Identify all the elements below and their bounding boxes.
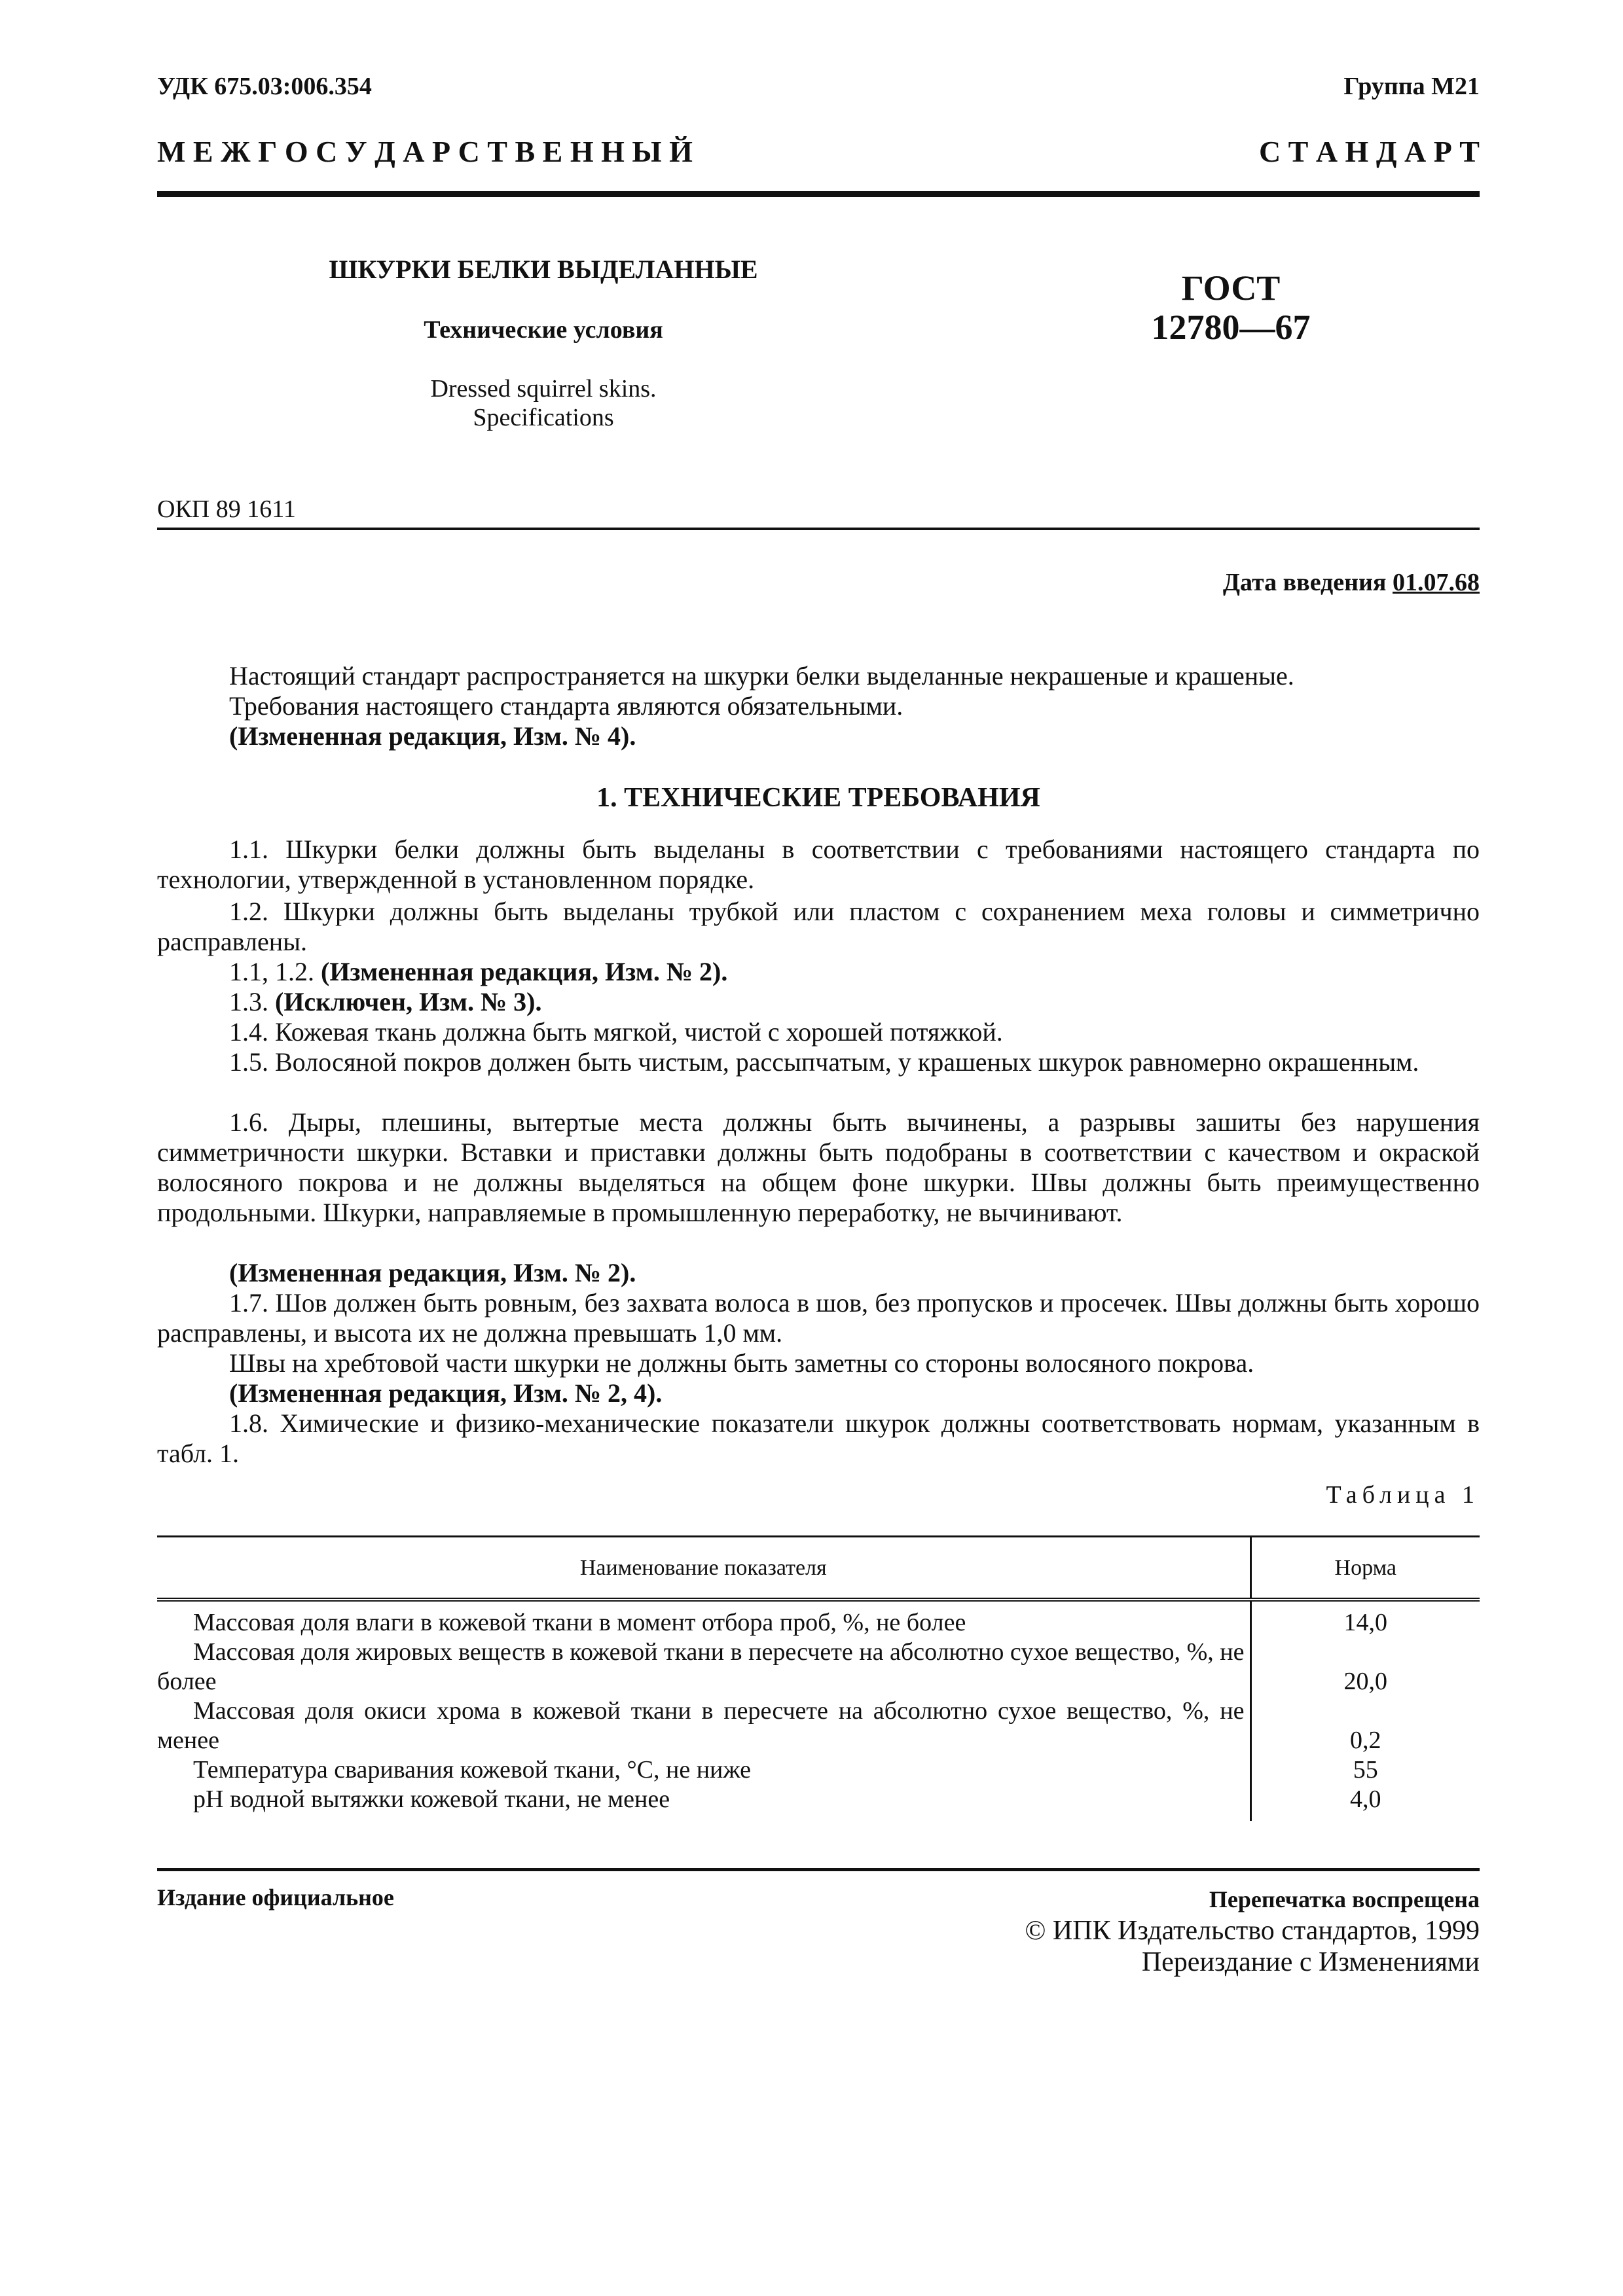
doc-subtitle: Технические условия — [424, 316, 663, 344]
intro-date-value: 01.07.68 — [1393, 569, 1480, 596]
clause-1-6: 1.6. Дыры, плешины, вытертые места должны быть вычинены, а разрывы зашиты без нарушения симметричности шкурки. Вставки и приставки должны быть подобраны в соответствии с качеством и окраской волосяного покрова и не должны выделяться на общем фоне шкурки. Швы должны быть преимущественно продольными. Шкурки, направляемые в промышленную переработку, не вычинивают. — [157, 1107, 1480, 1227]
table1-row-name: Массовая доля жировых веществ в кожевой ткани в пересчете на абсолютно сухое вещество, %, не более — [157, 1638, 1245, 1695]
table-row — [157, 1638, 1480, 1696]
table1-row-norm: 55 — [1353, 1756, 1378, 1784]
copyright: © ИПК Издательство стандартов, 1999 — [1025, 1916, 1480, 1946]
title-rule — [157, 528, 1480, 530]
udk-code: УДК 675.03:006.354 — [157, 73, 372, 100]
table-row — [157, 1696, 1480, 1755]
intro-line1: Настоящий стандарт распространяется на шкурки белки выделанные некрашеные и крашеные. — [229, 661, 1294, 691]
table1-row-name: Температура сваривания кожевой ткани, °С, не ниже — [193, 1756, 751, 1784]
english-title — [157, 374, 930, 432]
clause-1-6-amend: (Измененная редакция, Изм. № 2). — [229, 1258, 636, 1287]
clause-1-7: 1.7. Шов должен быть ровным, без захвата волоса в шов, без пропусков и просечек. Швы должны быть хорошо расправлены, и высота их не должна превышать 1,0 мм. — [157, 1288, 1480, 1348]
table1-caption: Таблица 1 — [1326, 1481, 1480, 1509]
english-title-line1: Dressed squirrel skins. — [430, 375, 657, 403]
intro-date-label: Дата введения — [1222, 569, 1387, 596]
intro-amend: (Измененная редакция, Изм. № 4). — [229, 721, 636, 751]
intro-date — [1223, 568, 1480, 597]
table1-row-name: Массовая доля окиси хрома в кожевой ткани в пересчете на абсолютно сухое вещество, %, не менее — [157, 1697, 1245, 1754]
table1-col-norm: Норма — [1250, 1537, 1480, 1600]
reissue-notice: Переиздание с Изменениями — [1141, 1947, 1480, 1977]
clause-1-1-1-2-amend — [157, 957, 1480, 987]
clause-1-1: 1.1. Шкурки белки должны быть выделаны в соответствии с требованиями настоящего стандарта по технологии, утвержденной в установленном порядке. — [157, 834, 1480, 894]
group-code: Группа М21 — [1343, 73, 1480, 100]
clause-1-3-prefix: 1.3. — [229, 987, 268, 1016]
banner-right: С Т А Н Д А Р Т — [1258, 135, 1480, 168]
banner-left: М Е Ж Г О С У Д А Р С Т В Е Н Н Ы Й — [157, 135, 693, 168]
english-title-line2: Specifications — [473, 404, 614, 431]
table-row — [157, 1600, 1480, 1638]
clause-1-7-amend: (Измененная редакция, Изм. № 2, 4). — [229, 1378, 663, 1408]
table1-row-name: Массовая доля влаги в кожевой ткани в момент отбора проб, %, не более — [193, 1609, 966, 1636]
gost-number: 12780—67 — [1151, 308, 1311, 347]
clause-1-7b: Швы на хребтовой части шкурки не должны быть заметны со стороны волосяного покрова. — [229, 1348, 1254, 1378]
table1 — [157, 1535, 1480, 1821]
table1-row-norm: 14,0 — [1343, 1609, 1387, 1636]
table1-row-name: pH водной вытяжки кожевой ткани, не менее — [193, 1785, 670, 1813]
reprint-notice: Перепечатка воспрещена — [1209, 1886, 1480, 1912]
clause-1-5: 1.5. Волосяной покров должен быть чистым, рассыпчатым, у крашеных шкурок равномерно окрашенным. — [229, 1047, 1419, 1077]
clause-1-3 — [157, 987, 1480, 1017]
table1-row-norm: 0,2 — [1350, 1727, 1381, 1754]
official-edition: Издание официальное — [157, 1884, 394, 1910]
header-rule — [157, 191, 1480, 197]
doc-title: ШКУРКИ БЕЛКИ ВЫДЕЛАННЫЕ — [329, 255, 758, 284]
intro-text — [229, 661, 1480, 751]
table1-col-name: Наименование показателя — [157, 1537, 1250, 1600]
clause-1-1-1-2-prefix: 1.1, 1.2. — [229, 957, 314, 986]
clause-1-8: 1.8. Химические и физико-механические показатели шкурок должны соответствовать нормам, указанным в табл. 1. — [157, 1408, 1480, 1468]
gost-label: ГОСТ — [1181, 268, 1281, 308]
clause-1-4: 1.4. Кожевая ткань должна быть мягкой, чистой с хорошей потяжкой. — [229, 1017, 1003, 1047]
clause-1-2: 1.2. Шкурки должны быть выделаны трубкой или пластом с сохранением меха головы и симметрично расправлены. — [157, 897, 1480, 956]
table-row — [157, 1755, 1480, 1785]
table-row — [157, 1785, 1480, 1821]
table1-row-norm: 4,0 — [1350, 1785, 1381, 1813]
intro-line2: Требования настоящего стандарта являются обязательными. — [229, 691, 903, 721]
table1-header-row — [157, 1537, 1480, 1600]
footer-rule — [157, 1868, 1480, 1871]
okp-code: ОКП 89 1611 — [157, 495, 296, 523]
clause-1-1-1-2-amend-text: (Измененная редакция, Изм. № 2). — [321, 957, 728, 986]
clause-1-3-amend: (Исключен, Изм. № 3). — [275, 987, 542, 1016]
gost-designation — [1080, 268, 1381, 347]
footer-right — [1025, 1884, 1480, 1978]
table1-row-norm: 20,0 — [1343, 1668, 1387, 1695]
section1-heading: 1. ТЕХНИЧЕСКИЕ ТРЕБОВАНИЯ — [596, 783, 1040, 813]
